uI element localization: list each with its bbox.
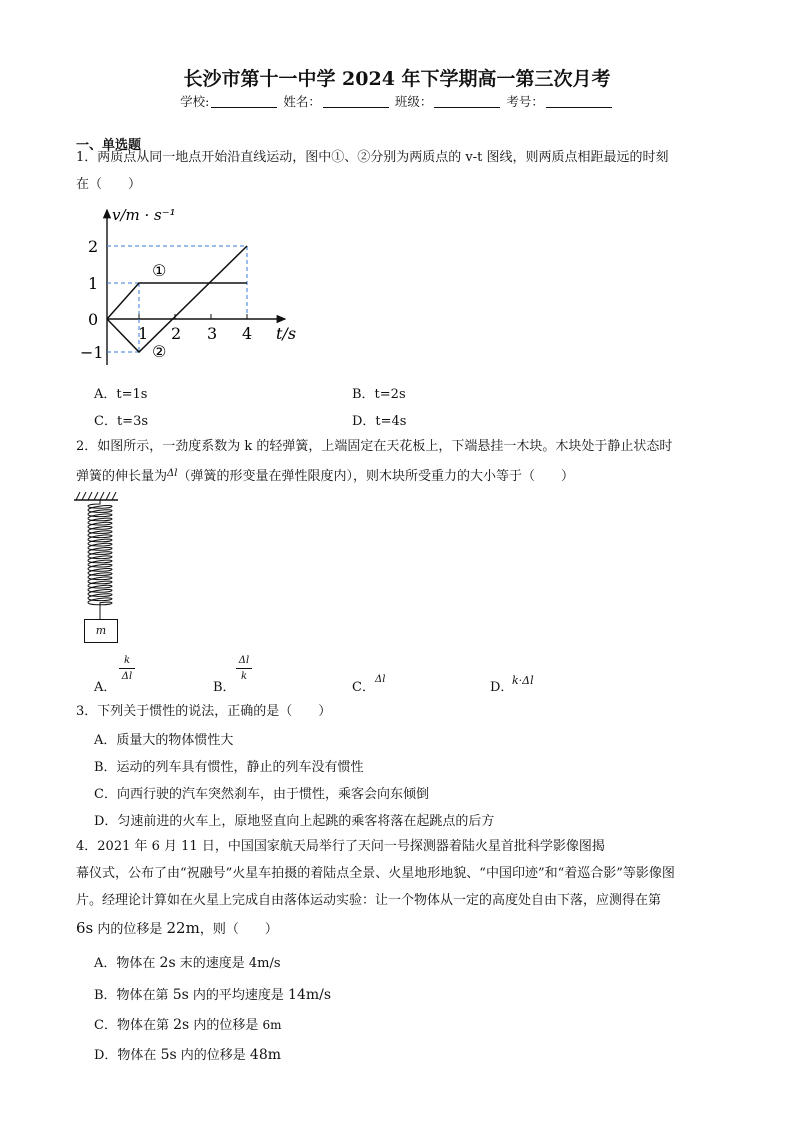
section-heading: 一、单选题: [76, 138, 142, 153]
school-label: 学校:: [180, 94, 210, 109]
exam-no-label: 考号：: [506, 94, 544, 109]
q1-vt-graph: [80, 200, 310, 370]
mass-block: m: [84, 619, 118, 643]
q1-stem-line2: 在（ ）: [76, 177, 142, 192]
q3-option-d[interactable]: D．匀速前进的火车上，原地竖直向上起跳的乘客将落在起跳点的后方: [94, 814, 495, 829]
ytick-2: 2: [88, 237, 99, 256]
q2-option-d-value: k·Δl: [512, 674, 534, 687]
q1-stem-line1: 1．两质点从同一地点开始沿直线运动，图中①、②分别为两质点的 v-t 图线，则两质点相距最远的时刻: [76, 150, 669, 165]
xtick-2: 2: [171, 324, 182, 343]
spring-coil: [88, 500, 112, 608]
q2-option-c-label[interactable]: C．: [352, 680, 375, 695]
q2-stem-line2: 弹簧的伸长量为$^{\Delta l}$（弹簧的形变量在弹性限度内），则木块所受重力的大小等于（ ）: [76, 468, 574, 484]
line-1-label: ①: [152, 261, 167, 280]
ytick-m1: −1: [80, 343, 104, 362]
spring-figure: [72, 490, 132, 620]
line-2-label: ②: [152, 342, 167, 361]
q2-option-c-value: Δl: [375, 674, 386, 685]
delta-l: Δl: [167, 468, 178, 479]
ytick-0: 0: [88, 310, 99, 329]
q2-option-d-label[interactable]: D．: [490, 680, 514, 695]
school-blank[interactable]: [211, 95, 277, 108]
q1-option-d[interactable]: D．t=4s: [352, 414, 407, 429]
q4-option-d[interactable]: D．物体在 5s 内的位移是 48m: [94, 1047, 282, 1063]
q4-stem-line4: 6s 内的位移是 22m，则（ ）: [76, 919, 278, 937]
q1-option-c[interactable]: C．t=3s: [94, 414, 149, 429]
q3-option-b[interactable]: B．运动的列车具有惯性，静止的列车没有惯性: [94, 760, 364, 775]
student-info-line: [0, 92, 794, 110]
y-axis-label: v/m · s⁻¹: [112, 206, 176, 224]
name-label: 姓名：: [283, 94, 321, 109]
xtick-1: 1: [138, 324, 149, 343]
x-axis-label: t/s: [276, 324, 297, 343]
line-1: [107, 283, 247, 319]
q2-option-b-fraction: Δl k: [236, 654, 252, 683]
exam-no-blank[interactable]: [546, 95, 612, 108]
xtick-4: 4: [242, 324, 253, 343]
q4-option-b[interactable]: B．物体在第 5s 内的平均速度是 14m/s: [94, 987, 332, 1003]
q4-stem-line3: 片。经理论计算如在火星上完成自由落体运动实验：让一个物体从一定的高度处自由下落，应测得在第: [76, 893, 662, 908]
q4-option-a[interactable]: A．物体在 2s 末的速度是 4m/s: [94, 955, 281, 971]
q3-option-a[interactable]: A．质量大的物体惯性大: [94, 733, 234, 748]
q4-stem-line1: 4．2021 年 6 月 11 日，中国国家航天局举行了天问一号探测器着陆火星首批科学影像图揭: [76, 839, 605, 854]
q3-stem: 3．下列关于惯性的说法，正确的是（ ）: [76, 704, 332, 719]
q2-option-a-label[interactable]: A．: [94, 680, 117, 695]
q4-option-c[interactable]: C．物体在第 2s 内的位移是 6m: [94, 1017, 282, 1033]
class-label: 班级：: [394, 94, 433, 109]
q1-option-b[interactable]: B．t=2s: [352, 387, 406, 402]
q1-option-a[interactable]: A．t=1s: [94, 387, 148, 402]
q3-option-c[interactable]: C．向西行驶的汽车突然刹车，由于惯性，乘客会向东倾倒: [94, 787, 429, 802]
xtick-3: 3: [207, 324, 218, 343]
page-title: 长沙市第十一中学 2024 年下学期高一第三次月考: [183, 68, 611, 90]
ytick-1: 1: [88, 274, 99, 293]
q2-stem-line1: 2．如图所示，一劲度系数为 k 的轻弹簧，上端固定在天花板上，下端悬挂一木块。木块处于静止状态时: [76, 439, 673, 454]
name-blank[interactable]: [323, 95, 389, 108]
q2-option-b-label[interactable]: B．: [213, 680, 236, 695]
q4-stem-line2: 幕仪式，公布了由“祝融号”火星车拍摄的着陆点全景、火星地形地貌、“中国印迹”和“着巡合影”等影像图: [76, 866, 675, 881]
class-blank[interactable]: [434, 95, 500, 108]
q2-option-a-fraction: k Δl: [119, 654, 135, 683]
